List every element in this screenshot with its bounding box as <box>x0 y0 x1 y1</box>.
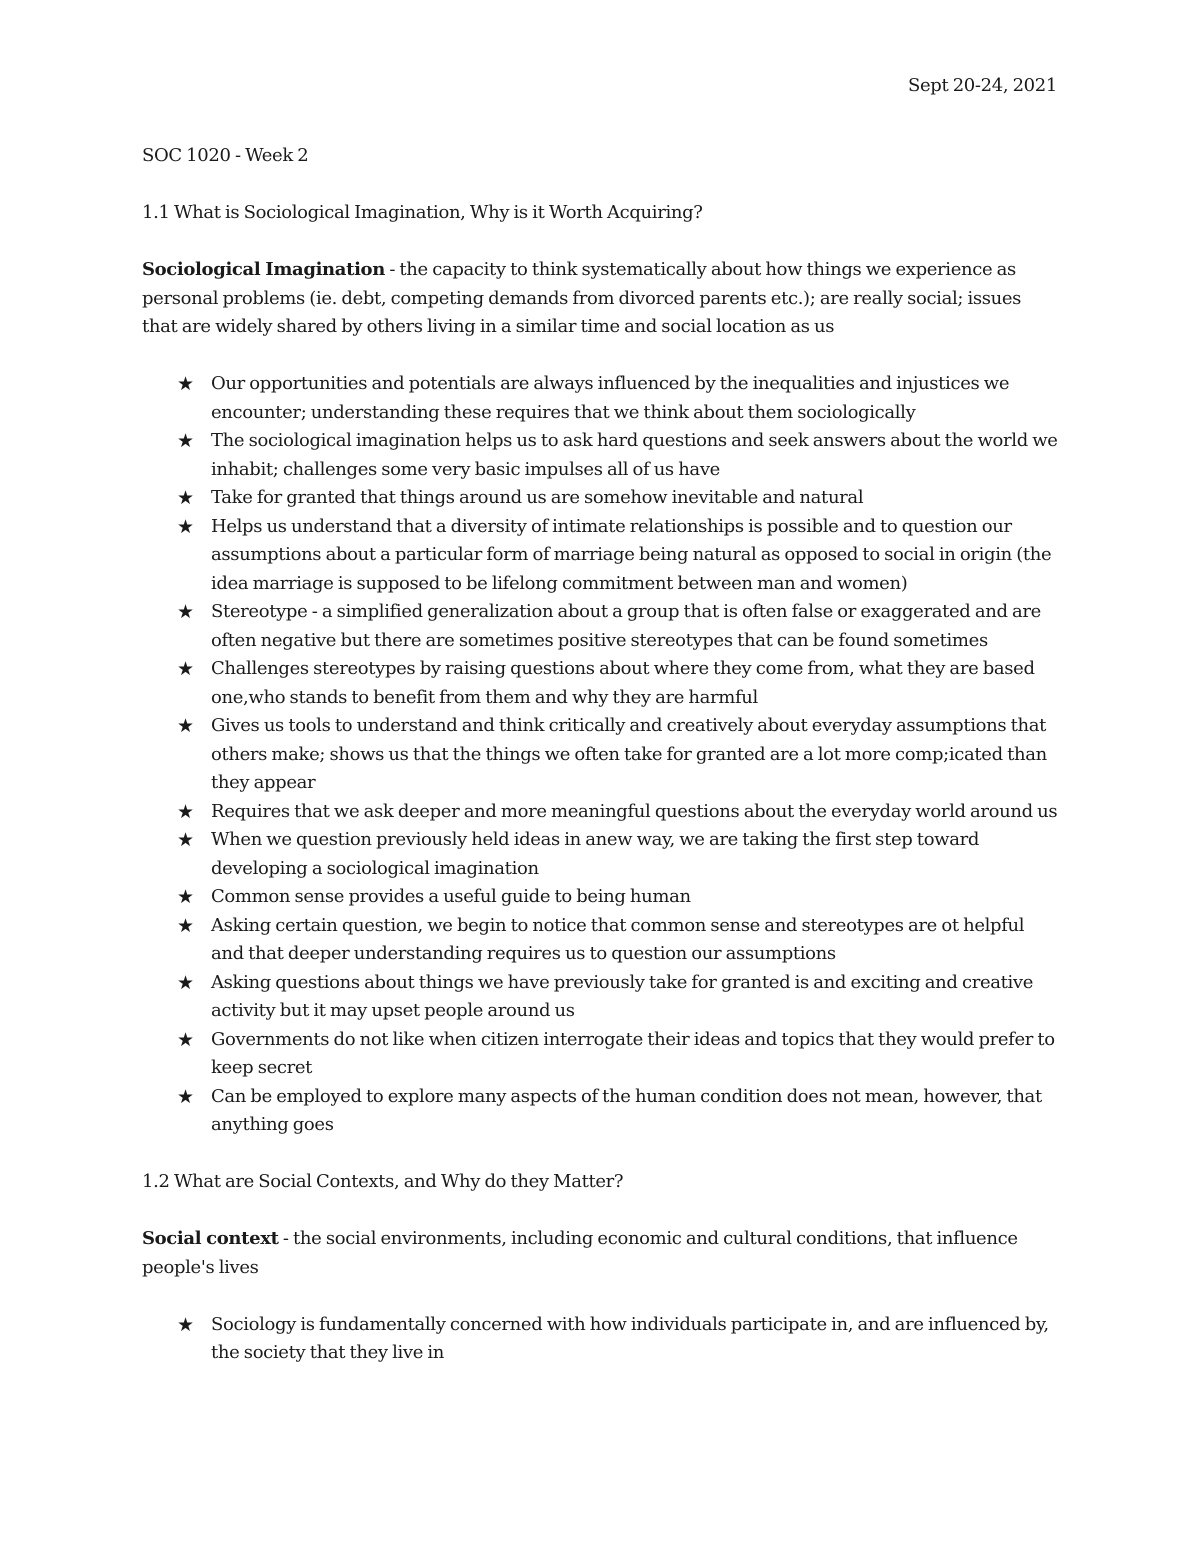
list-item-text: Can be employed to explore many aspects of the human condition does not mean, however, that anything goes <box>211 1085 1042 1135</box>
star-bullet-icon: ★ <box>177 430 194 452</box>
list-item-text: Sociology is fundamentally concerned with how individuals participate in, and are influenced by, the society that they live in <box>211 1313 1049 1363</box>
list-item-text: Asking questions about things we have previously take for granted is and exciting and creative activity but it may upset people around us <box>211 971 1034 1021</box>
section-2-bullet-list <box>142 1311 1058 1368</box>
list-item-text: Common sense provides a useful guide to being human <box>211 886 691 907</box>
list-item <box>177 370 1058 427</box>
list-item-text: Take for granted that things around us are somehow inevitable and natural <box>211 487 864 508</box>
definition-term: Sociological Imagination <box>142 259 385 280</box>
section-2-definition <box>142 1225 1058 1282</box>
list-item <box>177 883 1058 912</box>
star-bullet-icon: ★ <box>177 658 194 680</box>
star-bullet-icon: ★ <box>177 971 194 994</box>
date-header: Sept 20-24, 2021 <box>907 75 1057 96</box>
star-bullet-icon: ★ <box>177 914 194 937</box>
list-item <box>177 969 1058 1026</box>
list-item <box>177 1311 1058 1368</box>
list-item-text: Gives us tools to understand and think critically and creatively about everyday assumptions that others make; shows us that the things we often take for granted are a lot more comp;icated than they appear <box>211 715 1047 793</box>
list-item <box>177 1026 1058 1083</box>
star-bullet-icon: ★ <box>177 515 194 538</box>
section-1-definition <box>142 256 1058 342</box>
list-item <box>177 655 1058 712</box>
list-item <box>177 1083 1058 1140</box>
list-item <box>177 712 1058 798</box>
list-item-text: Helps us understand that a diversity of intimate relationships is possible and to question our assumptions about a particular form of marriage being natural as opposed to social in origin (the idea marriage is supposed to be lifelong commitment between man and women) <box>211 515 1052 594</box>
definition-text: - the social environments, including economic and cultural conditions, that influence people's lives <box>142 1228 1018 1278</box>
star-bullet-icon: ★ <box>177 601 194 623</box>
section-2-heading: 1.2 What are Social Contexts, and Why do they Matter? <box>142 1171 624 1192</box>
star-bullet-icon: ★ <box>177 1313 194 1336</box>
list-item-text: Requires that we ask deeper and more meaningful questions about the everyday world around us <box>211 800 1058 822</box>
list-item <box>177 826 1058 883</box>
list-item-text: Our opportunities and potentials are always influenced by the inequalities and injustices we encounter; understanding these requires that we think about them sociologically <box>211 373 1010 423</box>
star-bullet-icon: ★ <box>177 829 194 851</box>
list-item-text: The sociological imagination helps us to ask hard questions and seek answers about the world we inhabit; challenges some very basic impulses all of us have <box>211 430 1058 480</box>
list-item <box>177 798 1058 827</box>
list-item <box>177 484 1058 513</box>
list-item <box>177 427 1058 484</box>
star-bullet-icon: ★ <box>177 1085 194 1108</box>
star-bullet-icon: ★ <box>177 373 194 395</box>
list-item <box>177 513 1058 599</box>
star-bullet-icon: ★ <box>177 1028 194 1051</box>
definition-term: Social context <box>142 1228 279 1249</box>
list-item <box>177 598 1058 655</box>
star-bullet-icon: ★ <box>177 800 194 823</box>
list-item-text: When we question previously held ideas in anew way, we are taking the first step toward developing a sociological imagination <box>211 829 980 879</box>
list-item-text: Challenges stereotypes by raising questions about where they come from, what they are based one,who stands to benefit from them and why they are harmful <box>211 658 1035 708</box>
star-bullet-icon: ★ <box>177 715 194 737</box>
list-item-text: Governments do not like when citizen interrogate their ideas and topics that they would prefer to keep secret <box>211 1028 1055 1078</box>
course-title: SOC 1020 - Week 2 <box>142 145 309 166</box>
list-item-text: Stereotype - a simplified generalization about a group that is often false or exaggerated and are often negative but there are sometimes positive stereotypes that can be found sometimes <box>211 601 1041 651</box>
section-1-heading: 1.1 What is Sociological Imagination, Why is it Worth Acquiring? <box>142 202 703 223</box>
list-item <box>177 912 1058 969</box>
section-1-bullet-list <box>142 370 1058 1140</box>
star-bullet-icon: ★ <box>177 886 194 908</box>
list-item-text: Asking certain question, we begin to notice that common sense and stereotypes are ot helpful and that deeper understanding requires us to question our assumptions <box>211 914 1025 964</box>
definition-text: - the capacity to think systematically about how things we experience as personal problems (ie. debt, competing demands from divorced parents etc.); are really social; issues that are widely shared by others living in a similar time and social location as us <box>142 259 1022 337</box>
star-bullet-icon: ★ <box>177 487 194 509</box>
document-body <box>142 142 1058 1368</box>
